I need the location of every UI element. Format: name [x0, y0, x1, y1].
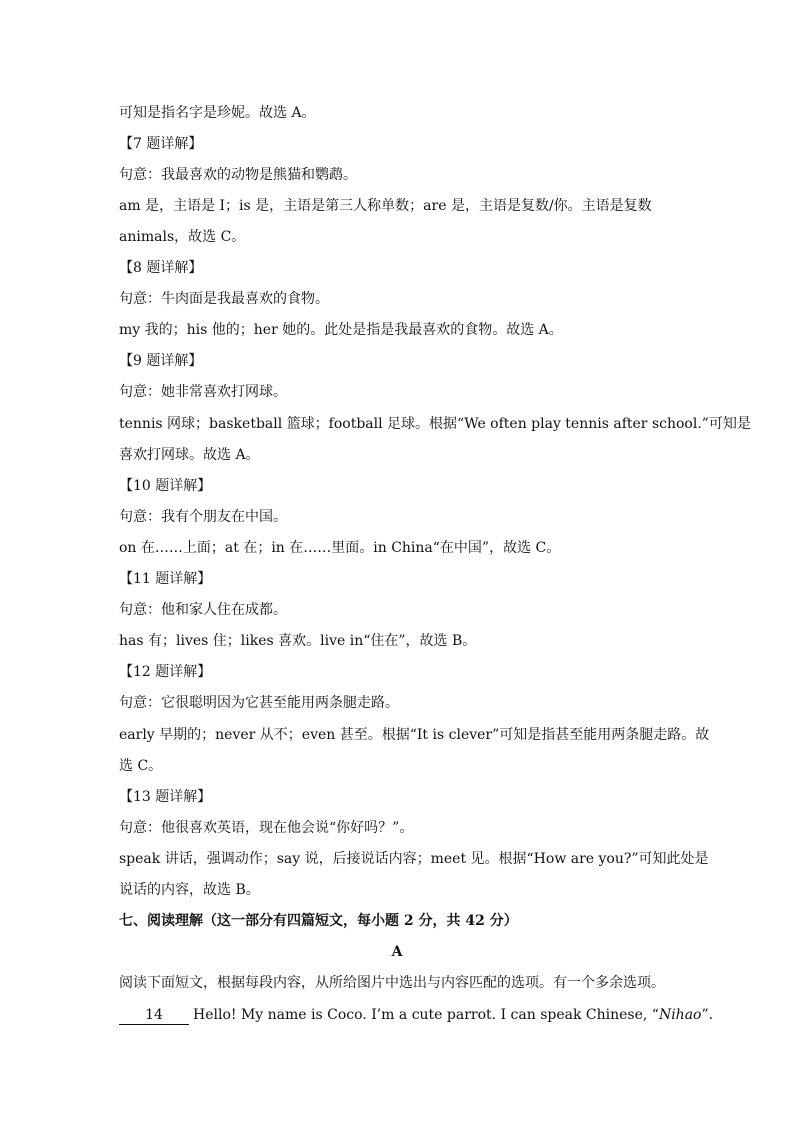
question-9-explanation-cont: 喜欢打网球。故选 A。	[119, 447, 260, 463]
question-11-explanation: has 有；lives 住；likes 喜欢。live in“住在”，故选 B。	[119, 633, 477, 649]
question-7-heading: 【7 题详解】	[119, 136, 203, 152]
question-7-explanation-cont: animals，故选 C。	[119, 229, 246, 245]
text-line: 可知是指名字是珍妮。故选 A。	[119, 105, 316, 121]
question-7-explanation: am 是，主语是 I；is 是，主语是第三人称单数；are 是，主语是复数/你。主语是复数	[119, 198, 652, 214]
question-12-explanation-cont: 选 C。	[119, 758, 163, 774]
question-14-text: Hello! My name is Coco. I’m a cute parrot. I can speak Chinese, “	[193, 1007, 659, 1023]
question-11-meaning: 句意：他和家人住在成都。	[119, 602, 287, 618]
question-10-explanation: on 在……上面；at 在；in 在……里面。in China“在中国”，故选 C。	[119, 540, 561, 556]
question-14-italic: Nihao	[658, 1007, 702, 1023]
question-10-heading: 【10 题详解】	[119, 478, 212, 494]
question-9-heading: 【9 题详解】	[119, 353, 203, 369]
question-9-explanation: tennis 网球；basketball 篮球；football 足球。根据“We often play tennis after school.”可知是	[119, 416, 751, 432]
question-14-end: ”.	[701, 1007, 714, 1023]
question-12-meaning: 句意：它很聪明因为它甚至能用两条腿走路。	[119, 695, 399, 711]
question-9-meaning: 句意：她非常喜欢打网球。	[119, 384, 287, 400]
question-11-heading: 【11 题详解】	[119, 571, 212, 587]
question-8-explanation: my 我的；his 他的；her 她的。此处是指是我最喜欢的食物。故选 A。	[119, 322, 563, 338]
question-7-meaning: 句意：我最喜欢的动物是熊猫和鹦鹉。	[119, 167, 357, 183]
question-8-heading: 【8 题详解】	[119, 260, 203, 276]
question-12-explanation: early 早期的；never 从不；even 甚至。根据“It is clever”可知是指甚至能用两条腿走路。故	[119, 727, 710, 743]
part-label: A	[391, 944, 403, 960]
question-13-meaning: 句意：他很喜欢英语，现在他会说“你好吗？”。	[119, 820, 414, 836]
instructions: 阅读下面短文，根据每段内容，从所给图片中选出与内容匹配的选项。有一个多余选项。	[119, 975, 665, 991]
section-heading: 七、阅读理解（这一部分有四篇短文，每小题 2 分，共 42 分）	[119, 913, 518, 929]
answer-blank: 14	[119, 1007, 189, 1025]
question-12-heading: 【12 题详解】	[119, 664, 212, 680]
question-13-heading: 【13 题详解】	[119, 789, 212, 805]
question-10-meaning: 句意：我有个朋友在中国。	[119, 509, 287, 525]
question-13-explanation-cont: 说话的内容，故选 B。	[119, 882, 260, 898]
question-14	[119, 1005, 713, 1025]
question-13-explanation: speak 讲话，强调动作；say 说，后接说话内容；meet 见。根据“How are you?”可知此处是	[119, 851, 709, 867]
question-8-meaning: 句意：牛肉面是我最喜欢的食物。	[119, 291, 329, 307]
